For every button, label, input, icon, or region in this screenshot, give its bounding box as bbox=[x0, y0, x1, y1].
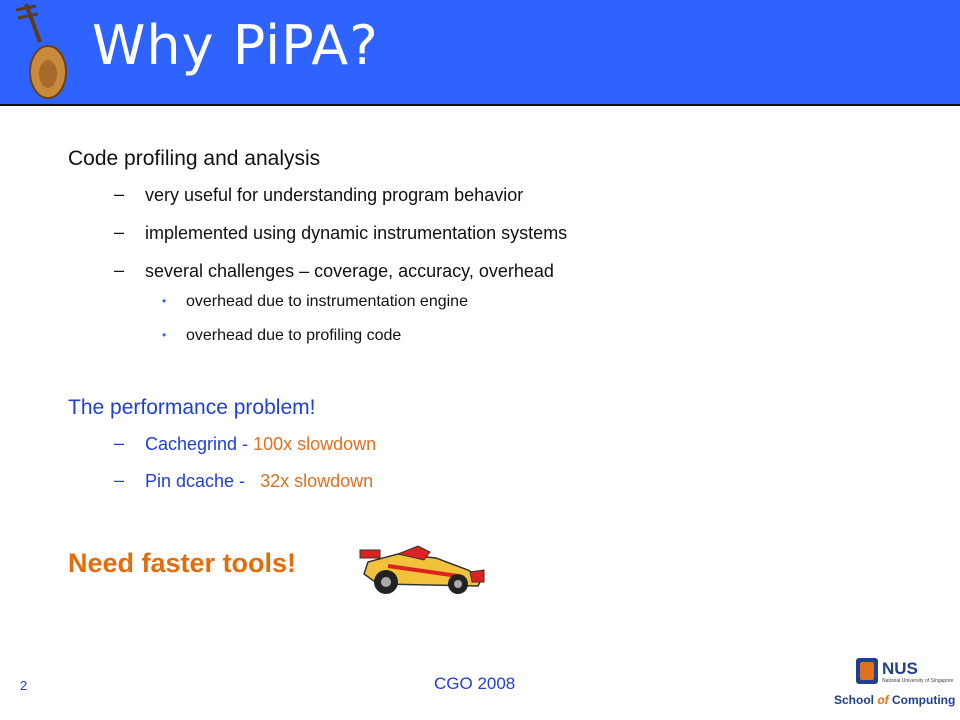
logo-nus: NUS bbox=[882, 659, 918, 678]
slowdown-cachegrind: 100x slowdown bbox=[253, 434, 377, 454]
heading-performance-problem: The performance problem! bbox=[68, 396, 316, 419]
nus-school-of-computing-logo bbox=[826, 654, 956, 716]
heading-code-profiling: Code profiling and analysis bbox=[68, 147, 321, 170]
item-useful: very useful for understanding program behavior bbox=[145, 185, 524, 205]
logo-university: National University of Singapore bbox=[882, 678, 954, 684]
pipa-instrument-icon bbox=[6, 2, 70, 100]
bullet-icon: • bbox=[162, 328, 167, 342]
logo-school-of: of bbox=[877, 693, 889, 707]
subitem-profiling: overhead due to profiling code bbox=[186, 327, 402, 344]
slowdown-pin-dcache: 32x slowdown bbox=[260, 471, 374, 491]
dash-marker: – bbox=[114, 470, 125, 490]
subitem-engine: overhead due to instrumentation engine bbox=[186, 293, 468, 310]
page-number: 2 bbox=[20, 678, 28, 693]
title-bar bbox=[0, 0, 960, 106]
item-challenges: several challenges – coverage, accuracy, overhead bbox=[145, 261, 554, 281]
slide-title: Why PiPA? bbox=[92, 14, 379, 77]
dash-marker: – bbox=[114, 184, 125, 204]
logo-school-b: Computing bbox=[888, 693, 956, 707]
footer-conference: CGO 2008 bbox=[434, 674, 516, 693]
row-pin-dcache bbox=[145, 471, 373, 492]
dash-marker: – bbox=[114, 260, 125, 280]
bullet-icon: • bbox=[162, 294, 167, 308]
dash-marker: – bbox=[114, 433, 125, 453]
item-implemented: implemented using dynamic instrumentation systems bbox=[145, 223, 568, 243]
row-cachegrind bbox=[145, 434, 376, 455]
race-car-icon bbox=[358, 540, 486, 596]
tool-cachegrind: Cachegrind - bbox=[145, 434, 254, 454]
callout-faster-tools: Need faster tools! bbox=[68, 548, 297, 578]
tool-pin-dcache: Pin dcache - bbox=[145, 471, 261, 491]
logo-school-a: School bbox=[834, 693, 878, 707]
dash-marker: – bbox=[114, 222, 125, 242]
svg-text:School of Computing bbox=[834, 693, 955, 707]
